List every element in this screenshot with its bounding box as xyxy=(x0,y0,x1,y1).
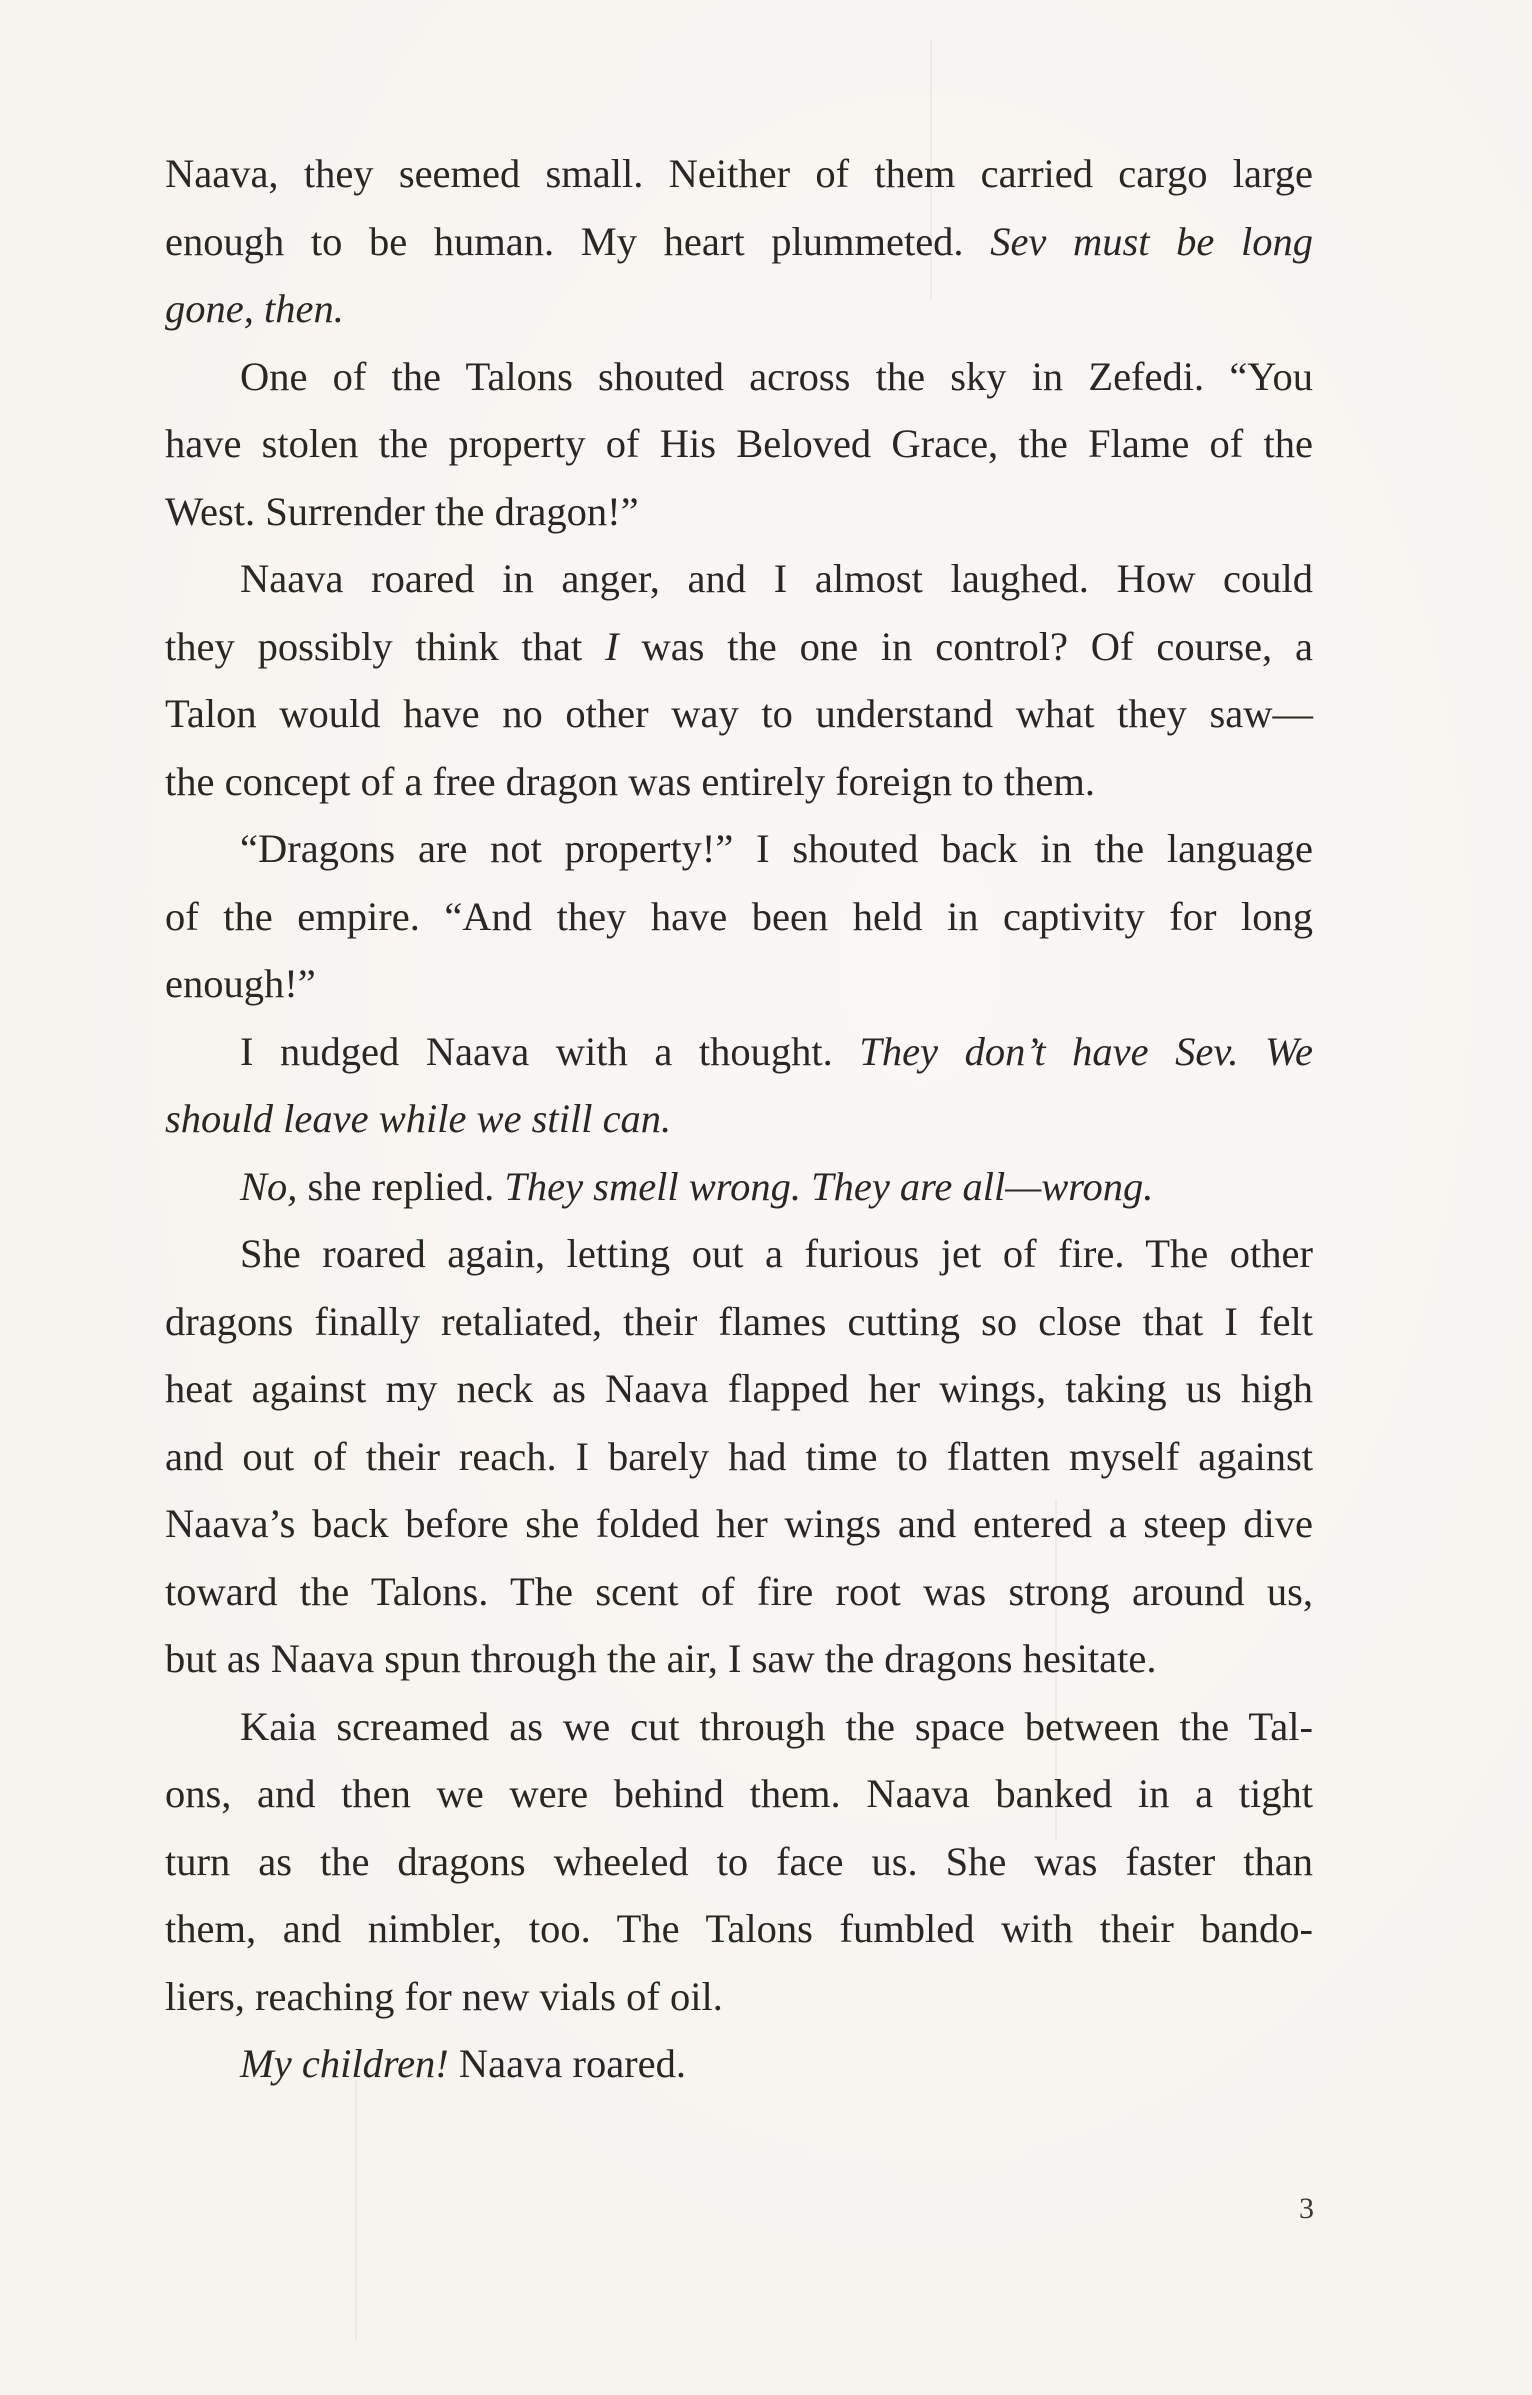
text-segment: have stolen the property of His Beloved Grace, the Flame of the xyxy=(165,421,1313,466)
text-segment: Naava’s back before she folded her wings and entered a steep dive xyxy=(165,1501,1313,1546)
text-segment: Naava, they seemed small. Neither of them carried cargo large xyxy=(165,151,1313,196)
text-line xyxy=(165,410,1313,478)
text-line xyxy=(165,1558,1313,1626)
text-segment: turn as the dragons wheeled to face us. She was faster than xyxy=(165,1838,1313,1884)
text-line xyxy=(165,1018,1313,1086)
text-line xyxy=(165,343,1313,411)
text-segment: she replied. xyxy=(297,1163,505,1209)
text-segment: Naava roared in anger, and I almost laughed. How could xyxy=(240,556,1313,601)
text-segment: enough!” xyxy=(165,961,316,1006)
text-line xyxy=(165,748,1313,816)
text-line xyxy=(165,1153,1313,1221)
text-segment: the concept of a free dragon was entirely foreign to them. xyxy=(165,758,1095,804)
italic-text: gone, then. xyxy=(165,286,344,331)
text-segment: them, and nimbler, too. The Talons fumbled with their bando- xyxy=(165,1906,1313,1951)
text-line xyxy=(165,883,1313,951)
text-line xyxy=(165,1895,1313,1963)
italic-text: Sev must be long xyxy=(990,218,1313,264)
italic-text: They smell wrong. They are all—wrong. xyxy=(504,1163,1154,1209)
text-segment: of the empire. “And they have been held in captivity for long xyxy=(165,893,1313,939)
text-line xyxy=(165,2030,1313,2098)
text-segment: enough to be human. My heart plummeted. xyxy=(165,218,991,264)
text-segment: they possibly think that xyxy=(165,623,606,669)
text-line xyxy=(165,140,1313,208)
text-segment: ons, and then we were behind them. Naava banked in a tight xyxy=(165,1771,1313,1816)
text-line xyxy=(165,1625,1313,1693)
text-line xyxy=(165,1490,1313,1558)
page-number: 3 xyxy=(1299,2192,1314,2225)
text-line xyxy=(165,1355,1313,1423)
text-line xyxy=(165,1760,1313,1828)
text-line xyxy=(165,1220,1313,1288)
text-line xyxy=(165,1085,1313,1153)
text-segment: “Dragons are not property!” I shouted back in the language xyxy=(240,826,1313,871)
text-segment: liers, reaching for new vials of oil. xyxy=(165,1973,723,2019)
text-segment: but as Naava spun through the air, I saw the dragons hesitate. xyxy=(165,1636,1157,1681)
text-line xyxy=(165,208,1313,276)
text-line xyxy=(165,680,1313,748)
text-segment: was the one in control? Of course, a xyxy=(618,623,1313,669)
text-line xyxy=(165,1693,1313,1761)
text-segment: She roared again, letting out a furious jet of fire. The other xyxy=(240,1231,1313,1276)
text-line xyxy=(165,545,1313,613)
italic-text: No, xyxy=(240,1163,298,1209)
text-line xyxy=(165,950,1313,1018)
text-segment: heat against my neck as Naava flapped her wings, taking us high xyxy=(165,1366,1313,1411)
text-line xyxy=(165,478,1313,546)
text-segment: and out of their reach. I barely had time to flatten myself against xyxy=(165,1433,1313,1479)
text-line xyxy=(165,1423,1313,1491)
italic-text: I xyxy=(605,623,619,669)
text-segment: One of the Talons shouted across the sky in Zefedi. “You xyxy=(240,353,1313,399)
text-line xyxy=(165,613,1313,681)
italic-text: They don’t have Sev. We xyxy=(859,1028,1313,1074)
text-segment: I nudged Naava with a thought. xyxy=(240,1028,860,1074)
text-segment: Kaia screamed as we cut through the space between the Tal- xyxy=(240,1703,1313,1749)
italic-text: My children! xyxy=(240,2041,449,2086)
text-line xyxy=(165,1963,1313,2031)
text-line xyxy=(165,1288,1313,1356)
text-line xyxy=(165,1828,1313,1896)
text-line xyxy=(165,275,1313,343)
text-segment: dragons finally retaliated, their flames cutting so close that I felt xyxy=(165,1298,1313,1344)
body-text xyxy=(165,140,1313,2098)
text-segment: West. Surrender the dragon!” xyxy=(165,488,639,534)
text-line xyxy=(165,815,1313,883)
text-segment: Naava roared. xyxy=(448,2041,687,2086)
show-through-mark xyxy=(355,2080,357,2340)
text-segment: Talon would have no other way to understand what they saw— xyxy=(165,691,1313,736)
text-segment: toward the Talons. The scent of fire root was strong around us, xyxy=(165,1568,1313,1614)
italic-text: should leave while we still can. xyxy=(165,1096,672,1141)
